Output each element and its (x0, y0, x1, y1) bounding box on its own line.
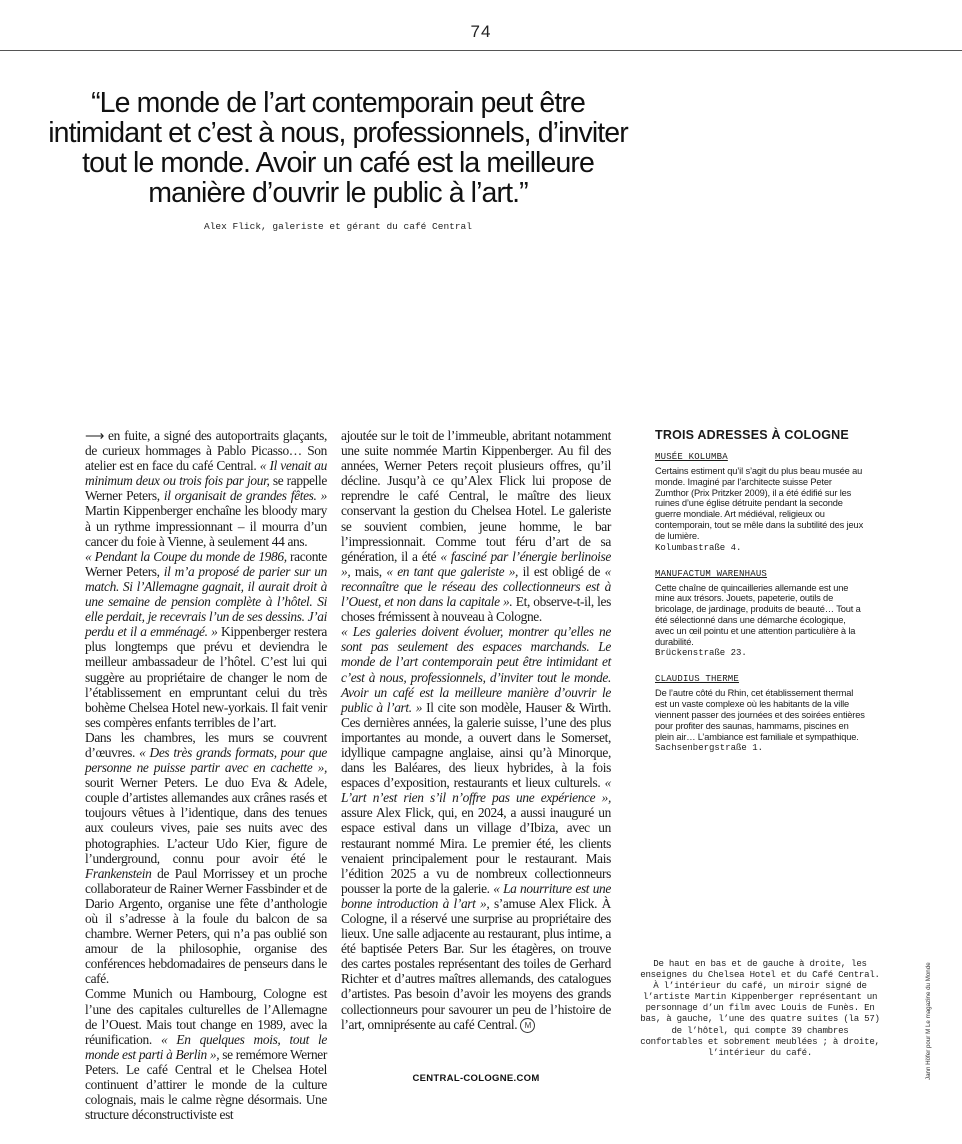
body-text: Il cite son modèle, Hauser & Wirth. Ces dernières années, la galerie suisse, l’une des plus importantes au monde, a ouvert dans le Somerset, idyllique campagne anglaise, ainsi qu’à Minorque, dans les Baléares, des lieux hybrides, à la fois espaces d’exposition, restaurants et lieux culturels. (341, 699, 611, 791)
quote-text: « Pendant la Coupe du monde de 1986, (85, 548, 287, 564)
header-divider (0, 50, 962, 51)
address-claudius-therme (655, 674, 867, 753)
body-text: de Paul Morrissey et un proche collaborateur de Rainer Werner Fassbinder et de Dario Argento, organise une fête d’anthologie où il s’adresse à la foule du balcon de sa chambre. Werner Peters, qui n’a pas oublié son amour de la philosophie, organise des conférences hebdomadaires de penseurs dans le café. (85, 865, 327, 987)
address-description: De l’autre côté du Rhin, cet établissement thermal est un vaste complexe où les habitants de la ville viennent passer des journées et des soirées entières pour profiter des saunas, hammams, piscines en plein air… L’ambiance est familiale et sympathique. (655, 688, 865, 742)
page-number: 74 (470, 22, 492, 41)
quote-text: « reconnaître que le réseau des collectionneurs est à l’Ouest, et non dans la capitale ». (341, 563, 611, 610)
address-street: Kolumbastraße 4. (655, 542, 742, 553)
body-text: se rappelle Werner Peters, (85, 473, 327, 504)
quote-credit: Alex Flick, galeriste et gérant du café Central (204, 221, 472, 232)
pull-quote: “Le monde de l’art contemporain peut être intimidant et c’est à nous, professionnels, d’inviter tout le monde. Avoir un café est la meilleure manière d’ouvrir le public à l’art.” (48, 87, 628, 209)
body-text: Comme Munich ou Hambourg, Cologne est l’une des capitales culturelles de l’Allemagne de l’Ouest. Mais tout change en 1989, avec la réunification. (85, 986, 327, 1047)
quote-text: il organisait de grandes fêtes. » (163, 488, 327, 504)
article-paragraph (341, 428, 611, 624)
body-text: Martin Kippenberger enchaîne les bloody mary à un rythme impressionnant – il mourra d’un cancer du foie à Vienne, à seulement 44 ans. (85, 503, 327, 549)
quote-text: Frankenstein (85, 865, 152, 881)
quote-text: « fasciné par l’énergie berlinoise », (341, 548, 611, 579)
address-street: Brückenstraße 23. (655, 648, 747, 659)
address-name: CLAUDIUS THERME (655, 674, 740, 685)
body-text: Et, observe-t-il, les choses frémissent à nouveau à Cologne. (341, 594, 611, 625)
address-description: Cette chaîne de quincailleries allemande est une mine aux trésors. Jouets, papeterie, outils de bricolage, de jardinage, produits de beauté… Tout a été sélectionné dans une démarche écologique, avec un œil pointu et une attention particulière à la durabilité. (655, 582, 861, 647)
article-column-2 (341, 428, 611, 1033)
article-paragraph (85, 986, 327, 1122)
body-text: assure Alex Flick, qui, en 2024, a aussi inauguré un espace estival dans un village d’Ibiza, avec un restaurant nommé Mira. Le premier été, les clients venaient principalement pour le restaurant. Mais l’édition 2025 a vu de nombreux collectionneurs pousser la porte de la galerie. (341, 805, 611, 896)
sidebar-title: TROIS ADRESSES À COLOGNE (655, 428, 849, 442)
quote-text: « L’art n’est rien s’il n’offre pas une expérience », (341, 775, 611, 806)
address-description: Certains estiment qu’il s’agit du plus beau musée au monde. Imaginé par l’architecte suisse Peter Zumthor (Prix Pritzker 2009), il a été édifié sur les ruines d’une église détruite pendant la seconde guerre mondiale. Art médiéval, religieux ou contemporain, tout se mêle dans la subtilité des jeux de lumière. (655, 466, 864, 541)
quote-text: « en tant que galeriste », (386, 563, 519, 579)
body-text: ajoutée sur le toit de l’immeuble, abritant notamment une suite nommée Martin Kippenberger. Au fil des années, Werner Peters reçoit plusieurs offres, qu’il décline. Jusqu’à ce qu’Alex Flick lui propose de reprendre le café Central, le maître des lieux conservant la gestion du Chelsea Hotel. Le galeriste se souvient combien, jeune homme, le bar l’impressionnait. Comme tout féru d’art de sa génération, il a été (341, 428, 611, 564)
body-text: s’amuse Alex Flick. À Cologne, il a réservé une surprise au propriétaire des lieux. Une salle adjacente au restaurant, plus intime, a été baptisée Peters Bar. Sur les étagères, on trouve des cartes postales représentant des toiles de Gerhard Richter et d’autres maîtres allemands, des catalogues d’artistes. Pas besoin d’avoir les moyens des grands collectionneurs pour savourer un peu de l’histoire de l’art, omniprésente au café Central. (341, 895, 611, 1032)
address-street: Sachsenbergstraße 1. (655, 743, 764, 754)
website-link[interactable]: CENTRAL-COLOGNE.COM (412, 1073, 540, 1084)
address-name: MUSÉE KOLUMBA (655, 452, 728, 462)
body-text: Dans les chambres, les murs se couvrent d’œuvres. (85, 729, 327, 760)
quote-text: « Des très grands formats, pour que personne ne puisse partir avec en cachette », (85, 744, 327, 776)
body-text: il est obligé de (518, 563, 605, 579)
quote-text: « Il venait au minimum deux ou trois fois par jour, (85, 458, 327, 489)
article-paragraph (341, 624, 611, 1033)
address-name: MANUFACTUM WARENHAUS (655, 568, 768, 579)
body-text: sourit Werner Peters. Le duo Eva & Adele, couple d’artistes allemandes aux crânes rasés et toujours vêtues à l’identique, dans des tenues aux couleurs vives, paie ses nuits avec des photographies. L’acteur Udo Kier, figure de l’underground, connu pour avoir été le (85, 775, 327, 866)
article-paragraph (85, 549, 327, 730)
quote-text: il m’a proposé de parier sur un match. Si l’Allemagne gagnait, il aurait droit à une semaine de pension complète à l’hôtel. Si elle perdait, je recevrais l’un de ses dessins. J’ai perdu et il a emménagé. » (85, 563, 327, 640)
body-text: ⟶ en fuite, a signé des autoportraits glaçants, de curieux hommages à Pablo Picasso… Son atelier est en face du café Central. (85, 428, 327, 474)
body-text: raconte Werner Peters, (85, 548, 327, 579)
addresses-sidebar (655, 428, 867, 769)
address-manufactum (655, 569, 867, 659)
end-of-article-mark: M (520, 1018, 535, 1033)
article-column-1 (85, 428, 327, 1122)
body-text: mais, (350, 563, 387, 579)
body-text: Kippenberger restera plus longtemps que prévu et deviendra le meilleur ambassadeur de l’hôtel. C’est lui qui suggère au propriétaire de changer le nom de l’établissement en empruntant celui du très bohème Chelsea Hotel new-yorkais. Il fait venir ses compères enfants terribles de l’art. (85, 624, 327, 730)
article-paragraph (85, 428, 327, 549)
photo-caption: De haut en bas et de gauche à droite, les enseignes du Chelsea Hotel et du Café Central. À l’intérieur du café, un miroir signé de l’artiste Martin Kippenberger représentant un personnage d’un film avec Louis de Funès. En bas, à gauche, l’une des quatre suites (la 57) de l’hôtel, qui compte 39 chambres confortables et sobrement meublées ; à droite, l’intérieur du café. (640, 958, 880, 1058)
body-text: se remémore Werner Peters. Le café Central et le Chelsea Hotel continuent d’attirer le monde de la culture colognais, mais le calme règne désormais. Une structure déconstructiviste est (85, 1046, 327, 1123)
article-paragraph (85, 730, 327, 987)
quote-text: « Les galeries doivent évoluer, montrer qu’elles ne sont pas seulement des espaces marchands. Le monde de l’art contemporain peut être intimidant et c’est à nous, professionnels, d’inviter tout le monde. Avoir un café est la meilleure manière d’ouvrir le public à l’art. » (341, 624, 611, 715)
quote-text: « La nourriture est une bonne introduction à l’art », (341, 880, 611, 911)
address-kolumba (655, 452, 867, 553)
photo-credit: Jann Höfer pour M Le magazine du Monde (925, 962, 932, 1080)
quote-text: « En quelques mois, tout le monde est parti à Berlin », (85, 1031, 327, 1062)
